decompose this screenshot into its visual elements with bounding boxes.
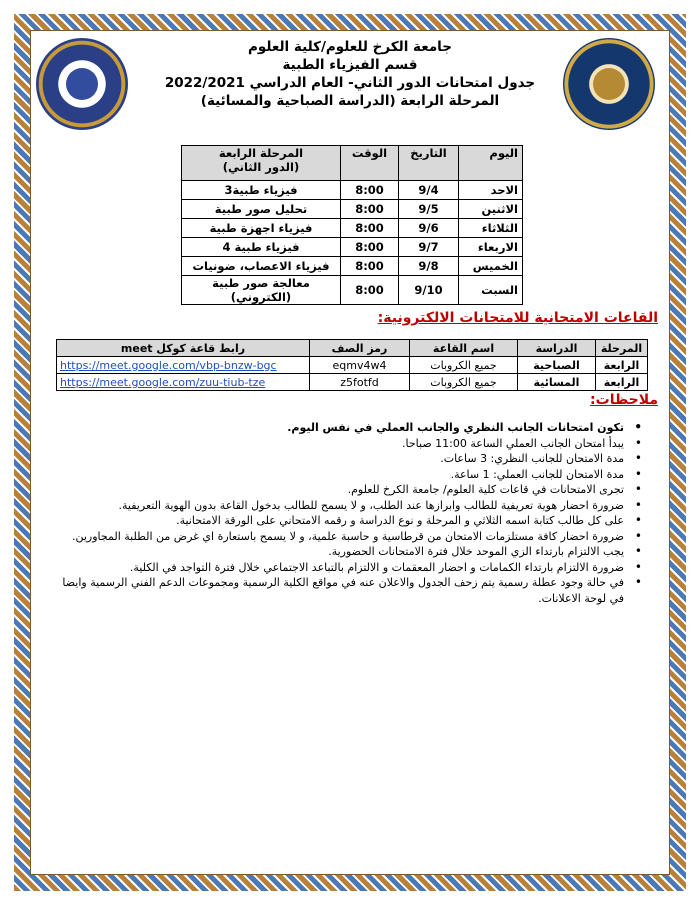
university-seal-icon [563,38,655,130]
table-row: الخميس 9/8 8:00 فيزياء الاعصاب، ضونيات [182,257,523,276]
exam-halls-table [56,339,648,391]
list-item: • على كل طالب كتابة اسمه الثلاثي و المرحلة و نوع الدراسة و رقمه الامتحاني على الورقة الامتحانية. [48,513,624,529]
college-of-science-logo-icon [36,38,128,130]
meet-link[interactable]: https://meet.google.com/vbp-bnzw-bgc [57,357,310,374]
date-header: التاريخ [399,146,459,181]
day-header: اليوم [459,146,523,181]
meet-link[interactable]: https://meet.google.com/zuu-tiub-tze [57,374,310,391]
subject-header: المرحلة الرابعة (الدور الثاني) [182,146,341,181]
list-item: • يبدأ امتحان الجانب العملي الساعة 11:00 صباحا. [48,436,624,452]
table-row: الاثنين 9/5 8:00 تحليل صور طبية [182,200,523,219]
list-item: • تجرى الامتحانات في قاعات كلية العلوم/ جامعة الكرخ للعلوم. [48,482,624,498]
table-row: الاربعاء 9/7 8:00 فيزياء طبية 4 [182,238,523,257]
table-row: الثلاثاء 9/6 8:00 فيزياء اجهزة طبية [182,219,523,238]
list-item: • مدة الامتحان للجانب النظري: 3 ساعات. [48,451,624,467]
list-item: • ضرورة احضار كافة مستلزمات الامتحان من قرطاسية و حاسبة علمية، و لا يسمح باستعارة اي غرض من الطلبة المجاورين. [48,529,624,545]
table-header-row: المرحلة الدراسة اسم القاعة رمز الصف رابط قاعة كوكل meet [57,340,648,357]
stage-title: المرحلة الرابعة (الدراسة الصباحية والمسائية) [200,93,500,109]
table-header-row [182,146,523,181]
table-row: السبت 9/10 8:00 معالجة صور طبية (الكتروني) [182,276,523,305]
list-item: • يجب الالتزام بارتداء الزي الموحد خلال فترة الامتحانات الحضورية. [48,544,624,560]
notes-list [48,420,646,606]
table-row: الرابعة الصباحية جميع الكروبات eqmv4w4 https://meet.google.com/vbp-bnzw-bgc [57,357,648,374]
exam-title: جدول امتحانات الدور الثاني- العام الدراسي 2022/2021 [164,75,536,91]
list-item: • في حالة وجود عطلة رسمية يتم زحف الجدول والاعلان عنه في مواقع الكلية الرسمية ومجموعات الدعم الفني الرسمية وايضا في لوحة الاعلانات. [48,575,624,606]
notes-section-title: ملاحظات: [590,392,658,408]
list-item: • ضرورة الالتزام بارتداء الكمامات و احضار المعقمات و الالتزام بالتباعد الاجتماعي خلال فترة التواجد في الكلية. [48,560,624,576]
list-item: • ضرورة احضار هوية تعريفية للطالب وابرازها عند الطلب، و لا يسمح للطالب بدخول القاعة بدون الهوية التعريفية. [48,498,624,514]
exam-schedule-table [181,145,523,305]
university-name: جامعة الكرخ للعلوم/كلية العلوم [248,39,452,55]
department-name: قسم الفيزياء الطبية [282,57,418,73]
table-row: الاحد 9/4 8:00 فيزياء طبية3 [182,181,523,200]
halls-section-title: القاعات الامتحانية للامتحانات الالكترونية: [377,310,658,326]
document-header [140,38,560,110]
list-item: • تكون امتحانات الجانب النظري والجانب العملي في نفس اليوم. [48,420,624,436]
table-row: الرابعة المسائية جميع الكروبات z5fotfd https://meet.google.com/zuu-tiub-tze [57,374,648,391]
time-header: الوقت [341,146,399,181]
list-item: • مدة الامتحان للجانب العملي: 1 ساعة. [48,467,624,483]
